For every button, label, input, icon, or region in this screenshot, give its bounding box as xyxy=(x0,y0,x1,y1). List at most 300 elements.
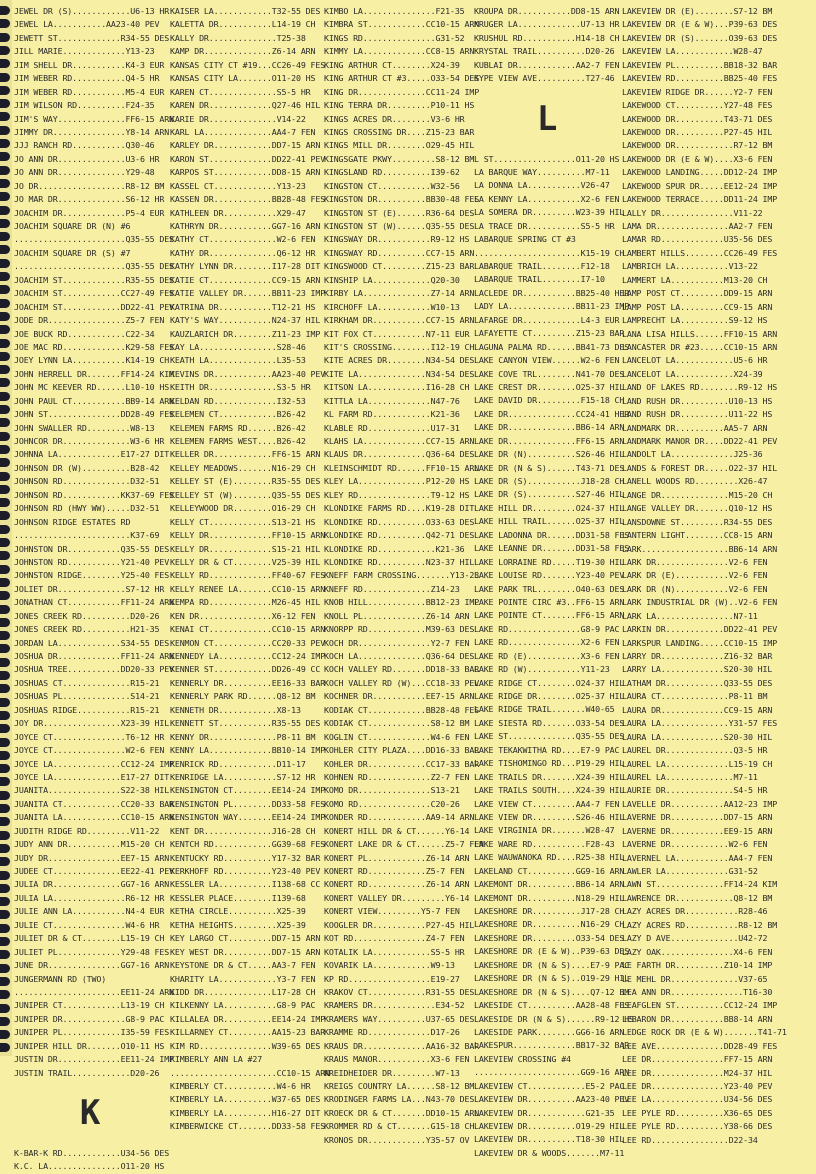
street-entry: JONATHAN CT...........FF11-24 ARN xyxy=(14,597,174,608)
street-entry: KEMPA RD.............M26-45 HIL xyxy=(170,597,321,608)
street-entry: KLONDIKE RD..........O33-63 DES xyxy=(324,516,475,527)
street-entry: JUSTIN TRAIL............D20-26 xyxy=(14,1067,160,1078)
binding-ring xyxy=(0,977,10,986)
street-entry: JOSHUA TREE...........DD20-33 PEV xyxy=(14,664,174,675)
street-entry: KLAUS DR.............Q36-64 DES xyxy=(324,449,475,460)
street-entry: KRONOS DR............Y35-57 OV xyxy=(324,1134,470,1145)
street-entry: ......................EE11-24 ARN xyxy=(14,986,174,997)
street-entry: LAKEVIEW LA............W28-47 xyxy=(622,46,763,57)
street-entry: JOHN HERRELL DR.......FF14-24 KIM xyxy=(14,368,174,379)
street-entry: LAMA DR...............AA2-7 FEN xyxy=(622,221,773,231)
street-entry: KESSLER LA...........I138-68 CC xyxy=(170,879,321,890)
binding-ring xyxy=(0,605,10,614)
street-entry: LAKEVIEW DR..........AA23-40 PEV xyxy=(474,1094,630,1105)
street-entry: LAZY ACRES DR...........R28-46 xyxy=(622,906,768,917)
binding-ring xyxy=(0,392,10,401)
street-entry: LA BARQUE WAY..........M7-11 xyxy=(474,166,610,177)
street-entry: KNEFF RD..............Z14-23 xyxy=(324,583,460,594)
street-entry: KATIE CT.............CC9-15 ARN xyxy=(170,274,321,285)
street-entry: JUNIPER DR.............G8-9 PAC xyxy=(14,1013,165,1024)
street-entry: KENSINGTON CT........EE14-24 IMP xyxy=(170,785,326,796)
street-entry: JOHNSON RIDGE ESTATES RD xyxy=(14,516,131,527)
street-entry: JUNIPER CT............L13-19 CH xyxy=(14,1000,165,1011)
street-entry: LAKE RIDGE TRAIL.......W40-65 xyxy=(474,704,615,715)
street-entry: LEE DR...............FF7-15 ARN xyxy=(622,1054,773,1065)
binding-ring xyxy=(0,73,10,82)
binding-ring xyxy=(0,86,10,95)
street-entry: KANSAS CITY CT #19...CC26-49 FES xyxy=(170,59,326,70)
street-entry: KELLY RD.............FF40-67 FES xyxy=(170,570,326,581)
street-entry: LAKEWOOD CT..........Y27-48 FES xyxy=(622,100,773,111)
street-entry: LAWLER LA.............G31-52 xyxy=(622,866,758,876)
street-entry: JUDY ANN DR...........M15-20 CH xyxy=(14,839,165,850)
street-entry: LAKESHORE DR..........J17-28 CH xyxy=(474,906,625,916)
street-entry: LAKE ST..............Q35-55 DES xyxy=(474,731,625,742)
street-entry: KASSEN DR............BB28-48 FES xyxy=(170,194,326,205)
binding-ring xyxy=(0,618,10,627)
binding-ring xyxy=(0,405,10,414)
street-entry: KATHY CT..............W2-6 FEN xyxy=(170,234,316,245)
street-entry: LAKE WARE RD...........F28-43 xyxy=(474,838,615,849)
street-entry: KEATH LA..............L35-53 xyxy=(170,355,306,366)
street-entry: KONERT HILL DR & CT......Y6-14 xyxy=(324,825,470,836)
street-entry: LAKESIDE CT..........AA28-48 FES xyxy=(474,1000,630,1011)
street-entry: JOACHIM SQUARE DR (N) #6 xyxy=(14,221,131,231)
street-entry: KITE ACRES DR........N34-54 DES xyxy=(324,355,475,366)
street-entry: KAMP DR..............Z6-14 ARN xyxy=(170,46,316,57)
street-entry: ......................CC10-15 ARN xyxy=(170,1067,330,1078)
street-entry: LAVELLE DR...........AA12-23 IMP xyxy=(622,798,778,809)
binding-ring xyxy=(0,126,10,135)
street-entry: JOSHUAS CT..............R15-21 xyxy=(14,677,160,688)
street-entry: LAKE LEANNE DR.......DD31-58 FES xyxy=(474,543,630,554)
street-entry: KONERT VALLEY DR.........Y6-14 xyxy=(324,892,470,903)
binding-ring xyxy=(0,192,10,201)
street-entry: KELLY RENEE LA.......CC10-15 ARN xyxy=(170,583,326,594)
street-entry: LABARQUE SPRING CT #3 xyxy=(474,234,576,245)
street-entry: LEBARON DR...........BB8-14 ARN xyxy=(622,1013,773,1024)
binding-ring xyxy=(0,751,10,760)
street-entry: LAKE DR (N & S)......T43-71 DES xyxy=(474,462,625,473)
binding-ring xyxy=(0,1030,10,1039)
street-entry: KENNETT ST...........R35-55 DES xyxy=(170,718,321,729)
street-entry: KENSINGTON WAY.......EE14-24 IMP xyxy=(170,812,326,823)
binding-ring xyxy=(0,724,10,733)
street-entry: KESSLER PLACE........I139-68 xyxy=(170,892,306,903)
street-entry: LANGE VALLEY DR.......Q10-12 HS xyxy=(622,503,773,514)
street-entry: LAMBRICH LA...........V13-22 xyxy=(622,261,758,272)
street-entry: JOACHIM ST............DD22-41 PEV xyxy=(14,301,174,312)
binding-ring xyxy=(0,631,10,640)
street-entry: KYPE VIEW AVE..........T27-46 xyxy=(474,73,615,84)
street-entry: KIM RD...............W39-65 DES xyxy=(170,1040,321,1051)
street-entry: LADY LA..............BB11-23 IMP xyxy=(474,301,630,312)
binding-ring xyxy=(0,844,10,853)
street-entry: KINGS RD...............G31-52 xyxy=(324,32,465,43)
street-entry: KETHA HEIGHTS.........X25-39 xyxy=(170,919,306,930)
street-entry: JOEY LYNN LA...........K14-19 CH xyxy=(14,355,170,366)
street-entry: KENNER ST............DD26-49 CC xyxy=(170,664,321,675)
street-entry: KNORPP RD............M39-63 DES xyxy=(324,624,475,635)
binding-ring xyxy=(0,525,10,534)
street-entry: LA TRACE DR...........S5-5 HR xyxy=(474,220,615,231)
street-entry: ........................K37-69 xyxy=(14,530,160,541)
street-entry: KROMMER RD & CT.......G15-18 CH xyxy=(324,1121,475,1132)
street-entry xyxy=(474,139,620,152)
street-entry: LAKE SIESTA RD.......O33-54 DES xyxy=(474,717,625,728)
street-entry: LABARQUE TRAIL........I7-10 xyxy=(474,274,605,285)
street-entry: KELEMEN FARMS WEST....B26-42 xyxy=(170,436,306,446)
street-entry: KING ARTHUR CT........X24-39 xyxy=(324,59,460,70)
street-entry: KATY'S WAY...........N24-37 HIL xyxy=(170,315,321,326)
street-entry: LARK DR (N)...........V2-6 FEN xyxy=(622,583,768,594)
binding-ring xyxy=(0,19,10,28)
binding-ring xyxy=(0,644,10,653)
street-entry: KELLEY MEADOWS.......N16-29 CH xyxy=(170,462,316,473)
street-entry: LATHAM DR............Q33-55 DES xyxy=(622,677,773,688)
street-entry: LE MEHL DR..............V37-65 xyxy=(622,973,768,984)
street-entry: LAKE RD (W)...........Y11-23 xyxy=(474,664,610,675)
street-entry xyxy=(14,1080,166,1093)
street-entry: KELEMEN FARMS RD......B26-42 xyxy=(170,422,306,433)
street-entry: KENAI CT.............CC10-15 ARN xyxy=(170,624,326,635)
street-entry: LAKEWOOD DR (E & W)....X3-6 FEN xyxy=(622,153,773,164)
street-entry: LAURA DR.............CC9-15 ARN xyxy=(622,704,773,715)
street-entry: LANDS & FOREST DR.....O22-37 HIL xyxy=(622,462,778,473)
section-letter: K xyxy=(79,1093,101,1134)
street-entry: LAKESHORE DR.........O33-54 DES xyxy=(474,932,625,943)
street-entry: KODIAK CT............BB28-48 FES xyxy=(324,704,480,715)
street-entry: LARKSPUR LANDING.....CC10-15 IMP xyxy=(622,637,778,648)
street-entry: KINGS ACRES DR........V3-6 HR xyxy=(324,113,465,124)
street-entry: KL FARM RD............K21-36 xyxy=(324,409,460,420)
street-entry: KLEY RD...............T9-12 HS xyxy=(324,489,470,500)
street-entry: KENNERLY PARK RD......Q8-12 BM xyxy=(170,691,316,702)
street-entry: KHARITY LA............Y3-7 FEN xyxy=(170,973,316,984)
street-entry: JOACHIM ST.............R35-55 DES xyxy=(14,274,174,285)
binding-ring xyxy=(0,1017,10,1026)
street-entry: LEA ANN DR...............T16-30 xyxy=(622,986,773,997)
binding-ring xyxy=(0,99,10,108)
street-entry: LARK LA................N7-11 xyxy=(622,610,758,621)
street-entry: LAKE CANYON VIEW......W2-6 FEN xyxy=(474,355,620,366)
binding-ring xyxy=(0,538,10,547)
street-entry: KINGSTON ST (E)......R36-64 DES xyxy=(324,207,475,218)
binding-ring xyxy=(0,139,10,148)
street-entry: KELDAN RD.............I32-53 xyxy=(170,395,306,406)
street-entry: KING ARTHUR CT #3.....O33-54 DES xyxy=(324,73,480,84)
street-entry: JODE DR................Z5-7 FEN xyxy=(14,315,165,326)
street-entry: LAWN ST..............FF14-24 KIM xyxy=(622,879,778,890)
street-entry: LA DONNA LA...........V26-47 xyxy=(474,180,610,191)
binding-ring xyxy=(0,432,10,441)
street-entry: KINGSWOOD CT.........Z15-23 BAR xyxy=(324,261,475,272)
binding-ring xyxy=(0,857,10,866)
street-entry: KINGS CROSSING DR....Z15-23 BAR xyxy=(324,126,475,137)
street-entry: KOMO RD...............C20-26 xyxy=(324,798,460,809)
street-entry: KEYSTONE DR & CT.....AA3-7 FEN xyxy=(170,960,316,971)
street-entry: JO ANN DR..............U3-6 HR xyxy=(14,153,160,164)
binding-ring xyxy=(0,378,10,387)
street-entry: LANA LISA HILLS......FF10-15 ARN xyxy=(622,328,778,339)
binding-ring xyxy=(0,152,10,161)
spiral-binding xyxy=(0,0,12,1056)
binding-ring xyxy=(0,684,10,693)
binding-ring xyxy=(0,285,10,294)
binding-ring xyxy=(0,259,10,268)
binding-ring xyxy=(0,591,10,600)
street-entry: KRAKOV CT............R31-55 DES xyxy=(324,986,475,997)
street-entry: KELLY CT.............S13-21 HS xyxy=(170,516,316,527)
street-entry: LA KENNY LA...........X2-6 FEN xyxy=(474,193,620,204)
street-entry: LANGE DR..............M15-20 CH xyxy=(622,489,773,500)
street-entry: LAKE DR..............BB6-14 ARN xyxy=(474,422,625,433)
street-entry: LAKE VIEW DR.........S26-46 HIL xyxy=(474,811,625,822)
street-entry: KENRIDGE LA...........S7-12 HR xyxy=(170,771,316,782)
street-entry: KIMBERLY ANN LA #27 xyxy=(170,1054,263,1065)
street-entry: LAZY OAK...............X4-6 FEN xyxy=(622,946,773,957)
street-entry: LANDMARK MANOR DR....DD22-41 PEV xyxy=(622,436,778,446)
street-entry: LARK..................BB6-14 ARN xyxy=(622,543,778,554)
street-entry: LAKESHORE DR (N & S)....E7-9 PAC xyxy=(474,959,630,970)
binding-ring xyxy=(0,219,10,228)
street-entry: KOHNEN RD.............Z2-7 FEN xyxy=(324,771,470,782)
street-entry: KLABLE RD.............U17-31 xyxy=(324,422,460,433)
street-entry: LAKESIDE PARK........GG6-16 ARN xyxy=(474,1026,625,1037)
street-entry: KIMBERLY LA..........H16-27 DIT xyxy=(170,1107,321,1118)
street-entry: JOACHIM SQUARE DR (S) #7 xyxy=(14,247,131,258)
street-entry: LAKE RD...............G8-9 PAC xyxy=(474,623,620,634)
street-entry: JOE MAC RD.............K29-58 FES xyxy=(14,341,174,352)
street-entry: KIRCHOFF LA...........W10-13 xyxy=(324,301,460,312)
street-entry: KOHLER CITY PLAZA....DD16-33 BAR xyxy=(324,745,480,756)
street-entry: JORDAN LA.............S34-55 DES xyxy=(14,637,170,648)
street-entry: LAKEMONT DR..........N18-29 HIL xyxy=(474,892,625,903)
street-entry: LAKE POINTE CT.......FF6-15 ARN xyxy=(474,610,625,621)
street-entry: KARIE DR..............V14-22 xyxy=(170,113,306,124)
street-entry: JOHNSON RD (HWY WW).....D32-51 xyxy=(14,503,160,514)
street-entry: KING TERRA DR.........P10-11 HS xyxy=(324,100,475,111)
street-entry: KIMBRA ST............CC10-15 ARN xyxy=(324,19,480,30)
binding-ring xyxy=(0,498,10,507)
binding-ring xyxy=(0,1043,10,1052)
street-entry: LAKE PARK TRL........O40-63 DES xyxy=(474,583,625,594)
street-entry: KOT RD...............Z4-7 FEN xyxy=(324,933,465,944)
street-entry: KLONDIKE RD............K21-36 xyxy=(324,543,465,554)
street-entry: LAMAR RD.............U35-56 DES xyxy=(622,234,773,245)
street-entry: KLONDIKE FARMS RD....K19-28 DIT xyxy=(324,503,475,514)
street-entry: KINGSLAND RD..........I39-62 xyxy=(324,167,460,178)
street-entry: LAKEVIEW DR (E)........S7-12 BM xyxy=(622,6,773,16)
street-entry: JEWEL LA...........AA23-40 PEV xyxy=(14,19,160,30)
street-entry: LAKEMONT DR..........BB6-14 ARN xyxy=(474,879,625,890)
street-entry: KARPOS ST............DD8-15 ARN xyxy=(170,167,321,178)
column-2 xyxy=(170,5,330,1134)
street-entry: LEE LA...............U34-56 DES xyxy=(622,1094,773,1105)
street-entry: KENSINGTON PL........DD33-58 FES xyxy=(170,798,326,809)
street-entry: KENT DR..............J16-28 CH xyxy=(170,825,316,836)
street-entry: LAVERNE DR...........DD7-15 ARN xyxy=(622,812,773,823)
street-entry: KAREN DR.............Q27-46 HIL xyxy=(170,100,321,111)
binding-ring xyxy=(0,232,10,241)
street-entry: LAUREL LA..............M7-11 xyxy=(622,771,758,782)
street-entry: LAGUNA PALMA RD......BB41-73 DES xyxy=(474,341,630,352)
street-entry: LANDOLT LA.............J25-36 xyxy=(622,449,763,460)
binding-ring xyxy=(0,1004,10,1013)
street-entry: KINGSWAY RD..........CC7-15 ARN xyxy=(324,247,475,258)
street-entry: KARON ST.............DD22-41 PEV xyxy=(170,153,326,164)
street-entry: JONES CREEK RD..........D20-26 xyxy=(14,610,160,621)
street-entry: LAKE RD (E)...........X3-6 FEN xyxy=(474,650,620,661)
street-entry: JUNGERMANN RD (TWO) xyxy=(14,973,107,984)
street-entry: LAKE HILL TRAIL......O25-37 HIL xyxy=(474,516,625,527)
street-entry: JOHN MC KEEVER RD......L10-10 HS xyxy=(14,382,170,393)
street-entry: KRUSHUL RD...........H14-18 CH xyxy=(474,32,620,43)
street-entry: JIM WILSON RD..........F24-35 xyxy=(14,100,155,111)
street-entry: KENNERLY DR..........EE16-33 BAR xyxy=(170,677,326,688)
street-entry: KIRBY LA..............Z7-14 ARN xyxy=(324,288,475,299)
binding-ring xyxy=(0,325,10,334)
street-entry: LARK INDUSTRIAL DR (W)..V2-6 FEN xyxy=(622,597,778,608)
binding-ring xyxy=(0,937,10,946)
street-entry: KRAUS DR.............AA16-32 BAR xyxy=(324,1040,480,1051)
column-5 xyxy=(622,5,787,1147)
street-entry: LAKE CREST DR........O25-37 HIL xyxy=(474,381,625,392)
street-entry: LAKEVIEW DR & WOODS.......M7-11 xyxy=(474,1147,625,1158)
binding-ring xyxy=(0,245,10,254)
street-entry: LAKELAND CT..........GG9-16 ARN xyxy=(474,865,625,876)
street-entry: JOHNNA LA.............E17-27 DIT xyxy=(14,449,170,460)
binding-ring xyxy=(0,312,10,321)
street-entry: KRAUS MANOR...........X3-6 FEN xyxy=(324,1054,470,1065)
street-entry: KINGSWAY DR...........R9-12 HS xyxy=(324,234,470,245)
street-entry: LAND OF LAKES RD........R9-12 HS xyxy=(622,382,778,393)
street-entry: KELLEY ST (E)........R35-55 DES xyxy=(170,476,321,487)
street-entry: KALLY DR..............T25-38 xyxy=(170,32,306,43)
street-entry: JOYCE CT...............W2-6 FEN xyxy=(14,745,165,756)
street-entry: LAKE WAUWANOKA RD....R25-38 HIL xyxy=(474,852,625,863)
street-entry: KAREN CT..............S5-5 HR xyxy=(170,86,311,97)
street-entry: KNEFF FARM CROSSING.......Y13-23 xyxy=(324,570,480,581)
street-entry: LAKEVIEW DR (E & W)...P39-63 DES xyxy=(622,19,778,30)
street-entry: KELLY DR & CT........V25-39 HIL xyxy=(170,556,321,567)
binding-ring xyxy=(0,777,10,786)
street-entry: LAKE LOUISE RD.......Y23-40 PEV xyxy=(474,570,625,581)
street-entry: LAKE VIRGINIA DR.......W28-47 xyxy=(474,825,615,836)
street-entry: KITE LA..............N34-54 DES xyxy=(324,368,475,379)
binding-ring xyxy=(0,33,10,42)
street-entry: JO MAR DR..............S6-12 HR xyxy=(14,194,165,205)
street-entry: LAKESIDE DR (N & S)......R9-12 HS xyxy=(474,1013,634,1024)
street-entry: JJJ RANCH RD...........Q30-46 xyxy=(14,140,155,151)
street-entry: KRAMERS DR.............E34-52 xyxy=(324,1000,465,1011)
binding-ring xyxy=(0,990,10,999)
street-entry: KNOB HILL............BB12-23 IMP xyxy=(324,597,480,608)
binding-ring xyxy=(0,339,10,348)
street-entry: LAKE DAVID DR.........F15-18 CH xyxy=(474,395,625,406)
street-entry: KOCH VALLEY RD (W)...CC18-33 PEV xyxy=(324,677,480,688)
street-entry: LAMBERT HILLS........CC26-49 FES xyxy=(622,247,778,258)
street-entry: LANCELOT LA............X24-39 xyxy=(622,368,763,379)
street-entry: JONES CREEK RD..........H21-35 xyxy=(14,624,160,635)
street-entry: KOMO DR...............S13-21 xyxy=(324,785,460,796)
street-entry: KLEINSCHMIDT RD......FF10-15 ARN xyxy=(324,462,480,473)
street-entry: KONDER RD............AA9-14 ARN xyxy=(324,812,475,823)
binding-ring xyxy=(0,6,10,15)
street-entry: JULIA DR..............GG7-16 ARN xyxy=(14,879,170,890)
street-entry: KIMBO LA...............F21-35 xyxy=(324,6,465,16)
street-entry: JUNIPER HILL DR.......O10-11 HS xyxy=(14,1040,165,1051)
street-entry: KINGSTON CT...........W32-56 xyxy=(324,180,460,191)
street-entry: KLONDIKE RD..........Q42-71 DES xyxy=(324,530,475,541)
street-entry: LEAFGLEN ST..........CC12-24 IMP xyxy=(622,1000,778,1011)
street-entry: KONERT VIEW.........Y5-7 FEN xyxy=(324,906,460,917)
binding-ring xyxy=(0,910,10,919)
street-entry: LAURA LA.............S20-30 HIL xyxy=(622,731,773,742)
street-entry: LAUREL DR..............Q3-5 HR xyxy=(622,745,768,756)
street-entry: KRODINGER FARMS LA...N43-70 DES xyxy=(324,1094,475,1105)
street-entry: LARK DR...............V2-6 FEN xyxy=(622,556,768,567)
street-entry: JIM WEBER RD...........Q4-5 HR xyxy=(14,73,160,84)
binding-ring xyxy=(0,738,10,747)
street-entry: LEE DR...............M24-37 HIL xyxy=(622,1067,773,1078)
binding-ring xyxy=(0,352,10,361)
street-entry: KRAMME RD.............D17-26 xyxy=(324,1027,460,1038)
binding-ring xyxy=(0,112,10,121)
street-entry: L ST.................O11-20 HS xyxy=(474,153,620,164)
street-entry: KITSON LA............I16-28 CH xyxy=(324,382,470,393)
street-entry: KIMBERLY LA..........W37-65 DES xyxy=(170,1094,321,1105)
street-entry: KUBLAI DR............AA2-7 FEN xyxy=(474,59,620,70)
street-entry: LEE DR...............Y23-40 PEV xyxy=(622,1081,773,1091)
street-entry: KENNETH DR............X8-13 xyxy=(170,704,301,715)
street-entry: LAMMERT LA...........M13-20 CH xyxy=(622,274,768,285)
street-entry: JUDY DR...............EE7-15 ARN xyxy=(14,852,170,863)
street-entry: LEE PYLE RD..........X36-65 DES xyxy=(622,1107,773,1118)
street-entry: LARKIN DR............DD22-41 PEV xyxy=(622,624,778,635)
street-entry: LAKEVIEW PL..........BB18-32 BAR xyxy=(622,59,778,70)
street-entry: LAKEWOOD DR..........P27-45 HIL xyxy=(622,126,773,137)
street-entry: LAKE DR..............FF6-15 ARN xyxy=(474,435,625,446)
street-entry: KODIAK CT.............S8-12 BM xyxy=(324,718,470,729)
street-entry: LARRY DR.............Z16-32 BAR xyxy=(622,651,773,661)
street-entry: KRAMERS WAY..........U37-65 DES xyxy=(324,1013,475,1024)
binding-ring xyxy=(0,831,10,840)
street-entry: KINSHIP LA............Q20-30 xyxy=(324,274,460,285)
street-entry: KIDD DR..............L17-28 CH xyxy=(170,986,316,997)
street-entry: KATIE VALLEY DR......BB11-23 IMP xyxy=(170,288,326,299)
binding-ring xyxy=(0,445,10,454)
street-entry: KIMBERLY CT...........W4-6 HR xyxy=(170,1081,311,1091)
street-entry: LAKESHORE DR..........N16-29 CH xyxy=(474,919,625,930)
street-entry: KP RD.................E19-27 xyxy=(324,973,460,984)
street-entry xyxy=(14,1133,166,1146)
street-entry: KILKENNY LA...........G8-9 PAC xyxy=(170,1000,316,1011)
street-entry: KOCHNER DR...........EE7-15 ARN xyxy=(324,691,475,702)
street-entry: KARLEY DR............DD7-15 ARN xyxy=(170,140,321,151)
street-entry: KENNY LA.............BB10-14 IMP xyxy=(170,745,326,756)
binding-ring xyxy=(0,179,10,188)
street-entry xyxy=(474,86,620,99)
street-entry: JOACHIM ST............CC27-49 FES xyxy=(14,288,174,299)
street-entry: JOHN ST...............DD28-49 FES xyxy=(14,409,174,420)
street-entry: LALLY DR...............V11-22 xyxy=(622,207,763,218)
binding-ring xyxy=(0,551,10,560)
street-entry: JOHNSON RD............KK37-69 FES xyxy=(14,489,174,500)
street-entry: KILLALEA DR..........EE14-24 IMP xyxy=(170,1013,326,1024)
street-entry: KITTLA LA.............N47-76 xyxy=(324,395,460,406)
street-entry: JOYCE LA..............E17-27 DIT xyxy=(14,771,170,782)
